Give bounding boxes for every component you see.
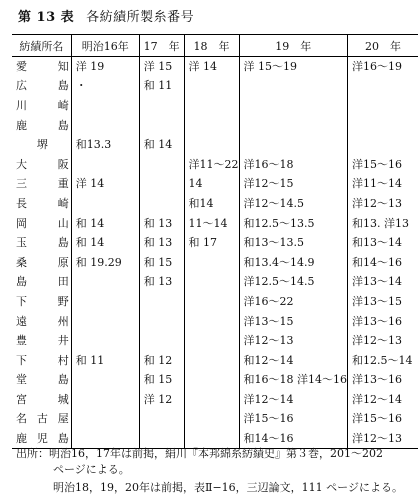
table-row (12, 194, 418, 214)
table-number: 第 13 表 (18, 10, 75, 25)
mill-name-char: 鹿 (16, 431, 27, 445)
yarn-count-cell: 和 13 (139, 272, 184, 292)
header-year-m16: 明治16年 (71, 35, 139, 57)
yarn-count-cell: 洋16〜22 (239, 292, 348, 312)
yarn-count-cell (139, 311, 184, 331)
mill-name-char: 古 (36, 412, 48, 426)
mill-name-char: 宮 (16, 392, 27, 406)
mill-name-cell (12, 311, 71, 331)
yarn-count-cell: 和 14 (139, 135, 184, 155)
yarn-count-cell (71, 390, 139, 410)
yarn-count-cell: 洋 15 (139, 57, 184, 77)
yarn-count-cell: 洋12〜15 (239, 174, 348, 194)
header-year-m19: 19 年 (239, 35, 348, 57)
yarn-count-cell: 和14 (184, 194, 239, 214)
yarn-count-cell (184, 252, 239, 272)
mill-name-char: 川 (16, 98, 27, 112)
yarn-count-cell: 和 15 (139, 370, 184, 390)
yarn-count-cell: 和 11 (71, 350, 139, 370)
yarn-count-cell (348, 115, 418, 135)
yarn-count-cell: 和13〜14 (348, 233, 418, 253)
mill-name-char: 原 (57, 255, 69, 269)
yarn-count-cell: 洋12〜13 (348, 429, 418, 449)
yarn-count-cell: 洋 14 (71, 174, 139, 194)
yarn-count-cell: 洋15〜16 (239, 409, 348, 429)
yarn-count-cell: 洋 12 (139, 390, 184, 410)
yarn-count-cell: 和14〜16 (348, 252, 418, 272)
mill-name-char: 堺 (36, 138, 48, 152)
table-row (12, 233, 418, 253)
yarn-count-cell (139, 174, 184, 194)
mill-name-char: 島 (57, 236, 69, 250)
mill-name-cell (12, 390, 71, 410)
mill-name-cell (12, 174, 71, 194)
mill-name-char: 島 (57, 431, 69, 445)
table-row (12, 76, 418, 96)
yarn-count-cell (239, 115, 348, 135)
yarn-count-cell: 洋13〜16 (348, 370, 418, 390)
mill-name-cell (12, 292, 71, 312)
yarn-count-cell (71, 272, 139, 292)
yarn-count-cell: 和13. 洋13 (348, 213, 418, 233)
source-notes (16, 446, 412, 496)
yarn-count-cell: 11〜14 (184, 213, 239, 233)
table-row (12, 272, 418, 292)
header-year-m17: 17 年 (139, 35, 184, 57)
yarn-count-cell (184, 331, 239, 351)
mill-name-char: 鹿 (16, 118, 27, 132)
mill-name-char: 知 (57, 60, 69, 74)
yarn-count-cell: 洋12.5〜14.5 (239, 272, 348, 292)
yarn-count-cell: 和16〜18 洋14〜16 (239, 370, 348, 390)
yarn-count-cell (71, 154, 139, 174)
yarn-count-cell: 洋13〜15 (348, 292, 418, 312)
mill-name-char: 井 (57, 334, 69, 348)
table-row (12, 252, 418, 272)
table-row (12, 174, 418, 194)
mill-name-char: 島 (57, 79, 69, 93)
table-row (12, 292, 418, 312)
mill-name-char: 重 (57, 177, 69, 191)
source-note-line: 明治18，19，20年は前掲，表Ⅱ−16，三辺論文，111 ページによる。 (53, 481, 403, 494)
yarn-count-cell (139, 409, 184, 429)
mill-name-cell (12, 115, 71, 135)
yarn-count-cell (139, 194, 184, 214)
yarn-count-cell: 洋12〜13 (239, 331, 348, 351)
yarn-count-cell (184, 76, 239, 96)
yarn-count-cell: 和14〜16 (239, 429, 348, 449)
table-title: 各紡績所製糸番号 (86, 10, 195, 25)
mill-name-char: 玉 (16, 236, 27, 250)
yarn-count-cell (71, 370, 139, 390)
header-year-m18: 18 年 (184, 35, 239, 57)
table-row (12, 390, 418, 410)
yarn-count-cell: 和12.5〜14 (348, 350, 418, 370)
mill-name-char: 堂 (16, 373, 27, 387)
mill-name-char: 下 (16, 294, 27, 308)
yarn-count-cell (184, 135, 239, 155)
table-row (12, 213, 418, 233)
table-row (12, 57, 418, 77)
yarn-count-cell (239, 135, 348, 155)
yarn-count-cell (71, 292, 139, 312)
yarn-count-cell: 洋16〜18 (239, 154, 348, 174)
mill-name-cell (12, 213, 71, 233)
yarn-count-cell: 和13.3 (71, 135, 139, 155)
mill-name-cell (12, 350, 71, 370)
mill-name-char: 名 (16, 412, 27, 426)
mill-name-char: 長 (16, 196, 27, 210)
mill-name-char: 豊 (16, 334, 27, 348)
mill-name-char: 児 (36, 431, 48, 445)
mill-name-char: 三 (16, 177, 27, 191)
yarn-count-cell (184, 311, 239, 331)
mill-name-char: 崎 (57, 98, 69, 112)
mill-name-cell (12, 409, 71, 429)
mill-name-char: 愛 (16, 60, 27, 74)
mill-name-cell (12, 194, 71, 214)
yarn-count-cell: 和 12 (139, 350, 184, 370)
yarn-count-cell (184, 115, 239, 135)
yarn-count-cell (184, 350, 239, 370)
mill-name-cell (12, 233, 71, 253)
mill-name-char: 岡 (16, 216, 27, 230)
yarn-count-cell: 和12.5〜13.5 (239, 213, 348, 233)
spinning-mill-yarn-count-table (12, 34, 418, 449)
mill-name-char: 田 (57, 275, 69, 289)
yarn-count-cell: 和13〜13.5 (239, 233, 348, 253)
yarn-count-cell: 洋13〜14 (348, 272, 418, 292)
yarn-count-cell (71, 311, 139, 331)
table-row (12, 154, 418, 174)
mill-name-char: 大 (16, 157, 27, 171)
yarn-count-cell (139, 331, 184, 351)
mill-name-char: 州 (57, 314, 69, 328)
yarn-count-cell (139, 154, 184, 174)
yarn-count-cell (139, 292, 184, 312)
header-mill-name: 紡績所名 (12, 35, 71, 57)
yarn-count-cell: 洋12〜14 (239, 390, 348, 410)
yarn-count-cell (71, 409, 139, 429)
yarn-count-cell (71, 194, 139, 214)
yarn-count-cell: 洋11〜22 (184, 154, 239, 174)
header-year-m20: 20 年 (348, 35, 418, 57)
mill-name-cell (12, 76, 71, 96)
mill-name-char: 遠 (16, 314, 27, 328)
mill-name-cell (12, 272, 71, 292)
yarn-count-cell (71, 115, 139, 135)
yarn-count-cell: 和 14 (71, 213, 139, 233)
mill-name-cell (12, 135, 71, 155)
yarn-count-cell: 洋12〜13 (348, 194, 418, 214)
mill-name-char: 島 (57, 373, 69, 387)
table-row (12, 96, 418, 116)
mill-name-cell (12, 154, 71, 174)
yarn-count-cell: 和 14 (71, 233, 139, 253)
yarn-count-cell (184, 409, 239, 429)
mill-name-char: 阪 (57, 157, 69, 171)
yarn-count-cell: 和 15 (139, 252, 184, 272)
mill-name-char: 城 (57, 392, 69, 406)
yarn-count-cell (184, 96, 239, 116)
mill-name-char: 島 (16, 275, 27, 289)
yarn-count-cell (348, 96, 418, 116)
yarn-count-cell: 洋16〜19 (348, 57, 418, 77)
yarn-count-cell: 和 19.29 (71, 252, 139, 272)
yarn-count-cell: 和 13 (139, 213, 184, 233)
mill-name-char: 桑 (16, 255, 27, 269)
yarn-count-cell: 洋15〜16 (348, 409, 418, 429)
yarn-count-cell: 洋11〜14 (348, 174, 418, 194)
mill-name-cell (12, 331, 71, 351)
mill-name-char: 山 (57, 216, 69, 230)
yarn-count-cell (71, 96, 139, 116)
yarn-count-cell (239, 76, 348, 96)
mill-name-char: 崎 (57, 196, 69, 210)
yarn-count-cell: 14 (184, 174, 239, 194)
header-row (12, 35, 418, 57)
table-row (12, 409, 418, 429)
mill-name-char: 野 (57, 294, 69, 308)
yarn-count-cell (184, 272, 239, 292)
table-row (12, 311, 418, 331)
yarn-count-cell: 洋13〜15 (239, 311, 348, 331)
yarn-count-cell (71, 331, 139, 351)
mill-name-cell (12, 57, 71, 77)
source-note-line: ページによる。 (53, 463, 130, 476)
source-note-line: 出所：明治16，17年は前掲，絹川『本邦綿糸紡績史』第３巻，201〜202 (16, 447, 383, 460)
mill-name-char: 島 (57, 118, 69, 132)
yarn-count-cell: 洋 19 (71, 57, 139, 77)
mill-name-cell (12, 252, 71, 272)
mill-name-cell (12, 96, 71, 116)
table-row (12, 115, 418, 135)
yarn-count-cell: 和 13 (139, 233, 184, 253)
mill-name-char: 村 (57, 353, 69, 367)
yarn-count-cell: 洋15〜16 (348, 154, 418, 174)
yarn-count-cell: 和 11 (139, 76, 184, 96)
yarn-count-cell (184, 292, 239, 312)
yarn-count-cell (348, 135, 418, 155)
yarn-count-cell (348, 76, 418, 96)
yarn-count-cell (139, 96, 184, 116)
table-row (12, 370, 418, 390)
mill-name-char: 屋 (57, 412, 69, 426)
yarn-count-cell: ・ (71, 76, 139, 96)
yarn-count-cell: 和13.4〜14.9 (239, 252, 348, 272)
mill-name-cell (12, 370, 71, 390)
table-row (12, 135, 418, 155)
yarn-count-cell: 洋13〜16 (348, 311, 418, 331)
yarn-count-cell (139, 115, 184, 135)
table-caption (18, 6, 194, 25)
table-row (12, 331, 418, 351)
yarn-count-cell: 洋12〜13 (348, 331, 418, 351)
yarn-count-cell (239, 96, 348, 116)
yarn-count-cell: 洋12〜14 (348, 390, 418, 410)
yarn-count-cell: 洋 14 (184, 57, 239, 77)
table-row (12, 350, 418, 370)
yarn-count-cell: 和 17 (184, 233, 239, 253)
yarn-count-cell (184, 390, 239, 410)
mill-name-char: 下 (16, 353, 27, 367)
yarn-count-cell: 和12〜14 (239, 350, 348, 370)
yarn-count-cell: 洋12〜14.5 (239, 194, 348, 214)
yarn-count-cell: 洋 15〜19 (239, 57, 348, 77)
mill-name-char: 広 (16, 79, 27, 93)
yarn-count-cell (184, 370, 239, 390)
